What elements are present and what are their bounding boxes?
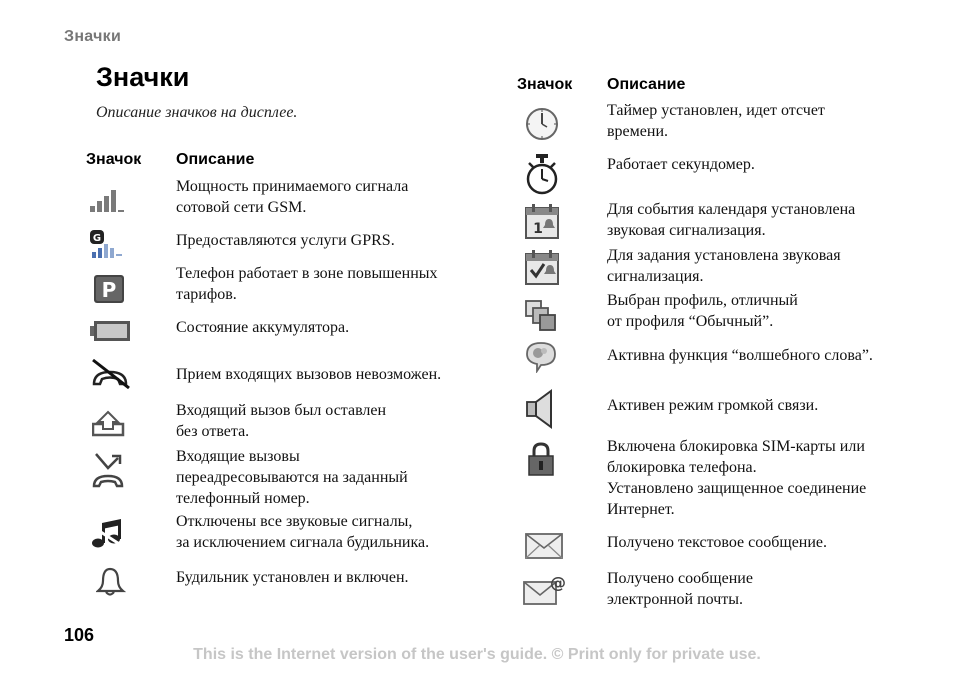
lock-icon — [527, 442, 557, 478]
page-title: Значки — [96, 62, 190, 92]
alarm-bell-icon — [96, 567, 126, 597]
svg-text:G: G — [92, 233, 102, 244]
description: Включена блокировка SIM-карты или блокировка телефона. Установлено защищенное соединение Интернет. — [607, 438, 867, 518]
magic-word-icon — [525, 341, 561, 373]
description: Работает секундомер. — [607, 156, 755, 173]
gprs-icon — [90, 230, 130, 260]
description: Для задания установлена звуковая сигнализация. — [607, 247, 841, 285]
description: Для события календаря установлена звуковая сигнализация. — [607, 201, 856, 239]
svg-text:1: 1 — [533, 221, 543, 237]
calendar-event-alarm-icon — [525, 203, 561, 241]
description: Активна функция “волшебного слова”. — [607, 347, 873, 364]
call-divert-icon — [90, 452, 132, 488]
description: Состояние аккумулятора. — [176, 319, 350, 336]
profile-icon — [525, 300, 559, 332]
description: Получено сообщение электронной почты. — [607, 570, 753, 608]
running-head: Значки — [64, 28, 122, 45]
premium-rate-icon — [94, 275, 126, 305]
text-message-icon — [525, 532, 565, 562]
right-column-header-icon: Значок — [517, 76, 573, 93]
left-column-header-description: Описание — [176, 151, 255, 168]
description: Отключены все звуковые сигналы, за исключением сигнала будильника. — [176, 513, 430, 551]
email-icon — [523, 574, 567, 606]
silent-mode-icon — [92, 519, 126, 551]
svg-text:P: P — [101, 278, 117, 302]
description: Прием входящих вызовов невозможен. — [176, 366, 442, 383]
description: Входящие вызовы переадресовываются на заданный телефонный номер. — [176, 448, 408, 507]
description: Таймер установлен, идет отсчет времени. — [607, 102, 825, 140]
task-alarm-icon — [525, 249, 561, 287]
description: Получено текстовое сообщение. — [607, 534, 828, 551]
battery-icon — [90, 319, 132, 345]
description: Входящий вызов был оставлен без ответа. — [176, 402, 387, 440]
stopwatch-icon — [525, 154, 559, 196]
footer-notice: This is the Internet version of the user's guide. © Print only for private use. — [193, 646, 761, 663]
incoming-calls-blocked-icon — [90, 358, 132, 390]
loudspeaker-icon — [525, 389, 557, 431]
missed-call-icon — [92, 410, 128, 438]
subtitle: Описание значков на дисплее. — [96, 104, 298, 121]
right-column-header-description: Описание — [607, 76, 686, 93]
svg-text:@: @ — [550, 574, 566, 592]
description: Мощность принимаемого сигнала сотовой сети GSM. — [176, 178, 409, 216]
description: Будильник установлен и включен. — [176, 569, 409, 586]
timer-icon — [525, 107, 559, 141]
description: Выбран профиль, отличный от профиля “Обычный”. — [607, 292, 798, 330]
page-number: 106 — [64, 625, 95, 645]
signal-strength-icon — [90, 184, 130, 214]
description: Телефон работает в зоне повышенных тарифов. — [176, 265, 438, 303]
description: Активен режим громкой связи. — [607, 397, 819, 414]
left-column-header-icon: Значок — [86, 151, 142, 168]
description: Предоставляются услуги GPRS. — [176, 232, 395, 249]
